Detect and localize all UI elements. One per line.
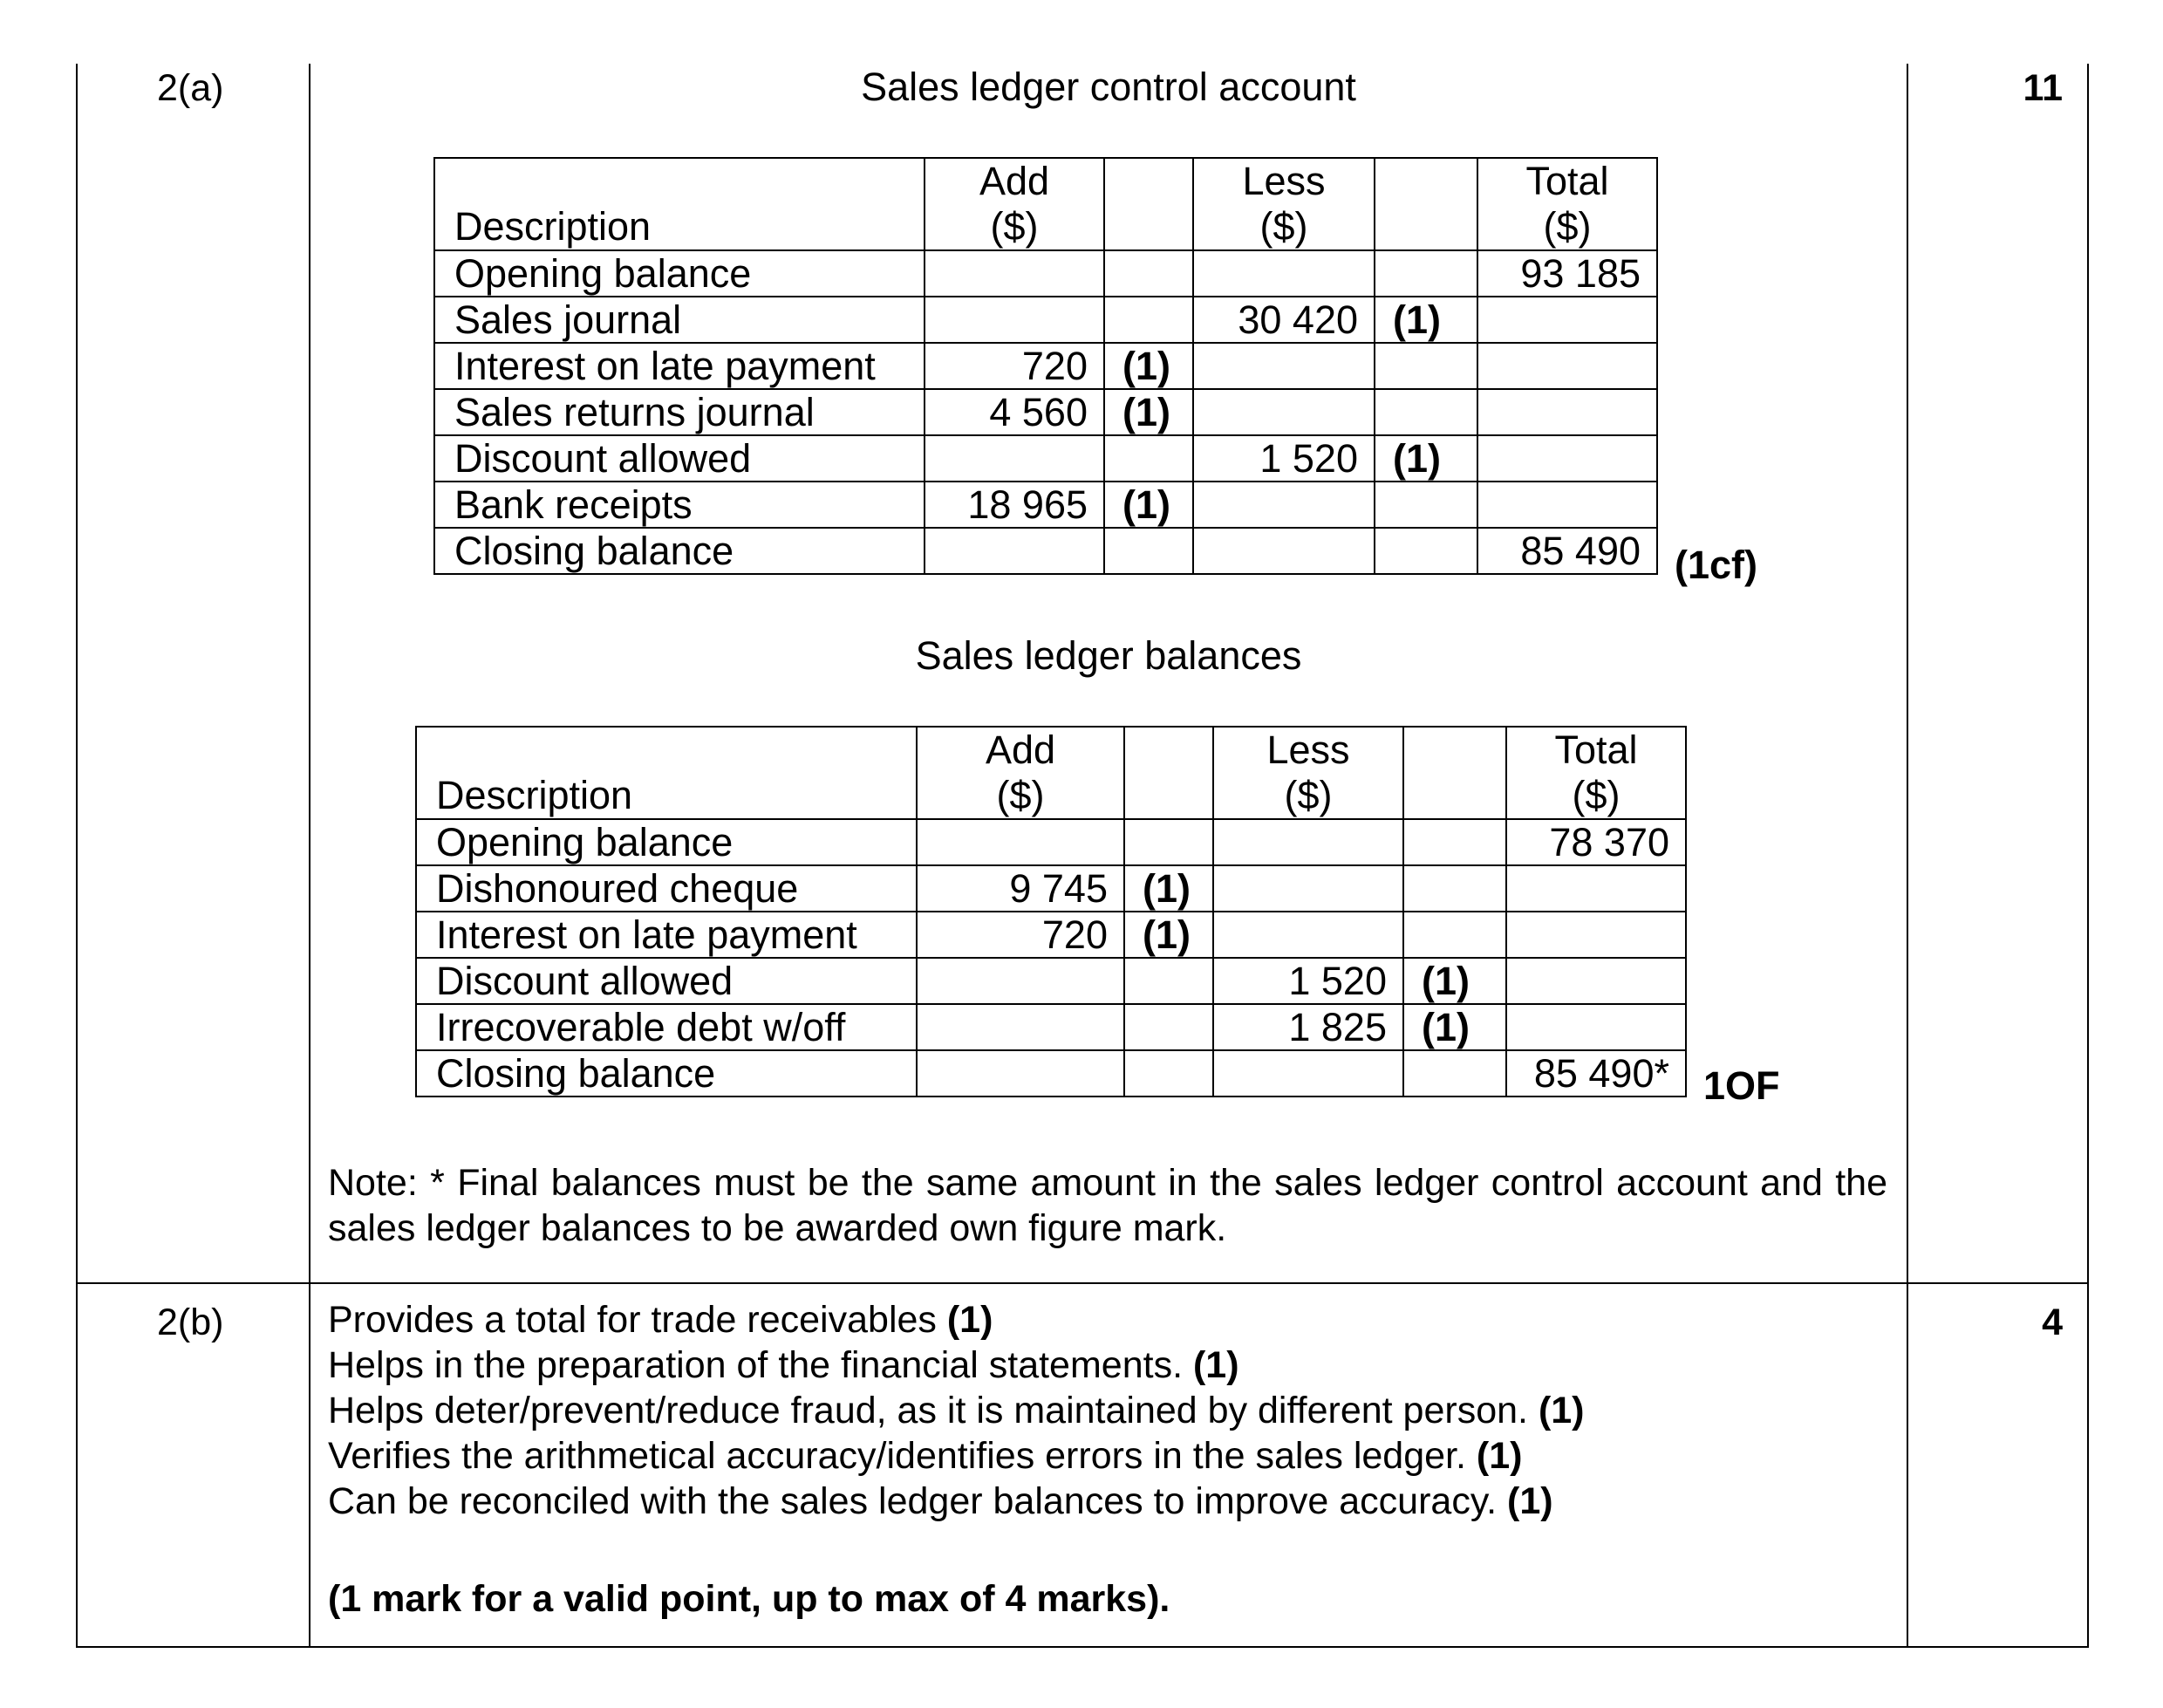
cell-add-mark (1104, 528, 1193, 574)
cell-less-mark (1403, 912, 1506, 958)
cell-total (1506, 958, 1686, 1004)
ledger-balances-table (415, 726, 1687, 1097)
point-text: Helps in the preparation of the financial statements. (328, 1344, 1193, 1386)
frame-left-border (76, 64, 78, 1648)
cell-add-mark: (1) (1104, 343, 1193, 389)
list-item (328, 1342, 1898, 1388)
table-header-row (434, 158, 1657, 250)
cell-description: Dishonoured cheque (416, 865, 917, 912)
cell-less-mark: (1) (1375, 297, 1477, 343)
list-item (328, 1297, 1898, 1342)
cell-add (925, 435, 1104, 482)
cell-description: Discount allowed (416, 958, 917, 1004)
cell-description: Discount allowed (434, 435, 925, 482)
cell-total: 93 185 (1477, 250, 1657, 297)
cell-less-mark: (1) (1403, 1004, 1506, 1050)
column-divider-question (309, 64, 310, 1648)
table-row (434, 389, 1657, 435)
cell-less: 1 520 (1193, 435, 1375, 482)
row-divider (76, 1282, 2089, 1284)
cell-description: Opening balance (434, 250, 925, 297)
table-row (434, 528, 1657, 574)
cell-less: 30 420 (1193, 297, 1375, 343)
point-mark: (1) (946, 1299, 993, 1341)
table-row (434, 297, 1657, 343)
list-item (328, 1433, 1898, 1479)
cell-less-mark: (1) (1375, 435, 1477, 482)
cell-less (1193, 482, 1375, 528)
cell-less-mark: (1) (1403, 958, 1506, 1004)
cell-add-mark: (1) (1104, 482, 1193, 528)
cell-total (1477, 297, 1657, 343)
header-add-mark (1104, 158, 1193, 250)
cell-add-mark (1104, 435, 1193, 482)
closing-balance-mark-cf: (1cf) (1675, 543, 1758, 587)
table-row (416, 912, 1686, 958)
cell-add (925, 250, 1104, 297)
cell-total: 78 370 (1506, 819, 1686, 865)
cell-less-mark (1375, 343, 1477, 389)
table-row (434, 435, 1657, 482)
cell-add (925, 528, 1104, 574)
ledger-balances-title: Sales ledger balances (915, 633, 1302, 678)
marking-summary: (1 mark for a valid point, up to max of 4 marks). (328, 1578, 1170, 1620)
cell-add (917, 958, 1124, 1004)
cell-add-mark (1124, 819, 1213, 865)
cell-total (1477, 343, 1657, 389)
list-item (328, 1388, 1898, 1433)
point-text: Can be reconciled with the sales ledger balances to improve accuracy. (328, 1480, 1508, 1522)
frame-bottom-border (76, 1646, 2089, 1648)
header-add: Add ($) (917, 727, 1124, 819)
marks-2a: 11 (2023, 67, 2063, 109)
table-row (434, 343, 1657, 389)
cell-total (1477, 389, 1657, 435)
marks-2b: 4 (2042, 1301, 2063, 1343)
cell-less-mark (1375, 250, 1477, 297)
question-number-2b: 2(b) (157, 1301, 224, 1343)
cell-less-mark (1403, 865, 1506, 912)
header-less-mark (1403, 727, 1506, 819)
cell-add-mark (1124, 958, 1213, 1004)
point-text: Provides a total for trade receivables (328, 1299, 947, 1341)
cell-description: Irrecoverable debt w/off (416, 1004, 917, 1050)
own-figure-note: Note: * Final balances must be the same amount in the sales ledger control account and the sales ledger balances to be awarded own figure mark. (328, 1162, 1887, 1249)
cell-add (917, 1004, 1124, 1050)
cell-less (1213, 912, 1403, 958)
cell-less (1213, 819, 1403, 865)
table-row (434, 250, 1657, 297)
cell-less-mark (1375, 528, 1477, 574)
cell-add-mark (1124, 1050, 1213, 1097)
cell-add-mark (1104, 250, 1193, 297)
cell-description: Sales journal (434, 297, 925, 343)
cell-description: Opening balance (416, 819, 917, 865)
cell-total (1477, 435, 1657, 482)
cell-less (1193, 389, 1375, 435)
point-mark: (1) (1192, 1344, 1239, 1386)
cell-less-mark (1375, 482, 1477, 528)
cell-description: Interest on late payment (434, 343, 925, 389)
cell-add (917, 819, 1124, 865)
cell-less (1213, 865, 1403, 912)
header-description: Description (434, 158, 925, 250)
table-row (416, 819, 1686, 865)
cell-add-mark: (1) (1124, 865, 1213, 912)
point-text: Helps deter/prevent/reduce fraud, as it is maintained by different person. (328, 1390, 1539, 1431)
cell-description: Closing balance (434, 528, 925, 574)
cell-less-mark (1375, 389, 1477, 435)
closing-balance-mark-of: 1OF (1703, 1063, 1780, 1108)
cell-total: 85 490 (1477, 528, 1657, 574)
table-row (416, 1050, 1686, 1097)
header-total: Total ($) (1477, 158, 1657, 250)
cell-less (1193, 343, 1375, 389)
cell-total (1506, 1004, 1686, 1050)
cell-add-mark (1124, 1004, 1213, 1050)
cell-less (1213, 1050, 1403, 1097)
table-header-row (416, 727, 1686, 819)
cell-add: 4 560 (925, 389, 1104, 435)
table-row (416, 958, 1686, 1004)
cell-add-mark: (1) (1104, 389, 1193, 435)
header-less: Less ($) (1193, 158, 1375, 250)
cell-add: 720 (917, 912, 1124, 958)
header-total: Total ($) (1506, 727, 1686, 819)
question-number-2a: 2(a) (157, 67, 224, 109)
cell-add: 9 745 (917, 865, 1124, 912)
point-mark: (1) (1476, 1435, 1523, 1477)
table-row (416, 865, 1686, 912)
header-add: Add ($) (925, 158, 1104, 250)
column-divider-marks (1907, 64, 1908, 1648)
frame-right-border (2087, 64, 2089, 1648)
table-row (416, 1004, 1686, 1050)
point-mark: (1) (1538, 1390, 1585, 1431)
cell-total (1506, 865, 1686, 912)
cell-less (1193, 528, 1375, 574)
table-row (434, 482, 1657, 528)
cell-add: 720 (925, 343, 1104, 389)
cell-add-mark (1104, 297, 1193, 343)
cell-less (1193, 250, 1375, 297)
header-less-mark (1375, 158, 1477, 250)
cell-add-mark: (1) (1124, 912, 1213, 958)
valid-points-list (328, 1297, 1898, 1524)
cell-description: Closing balance (416, 1050, 917, 1097)
header-less: Less ($) (1213, 727, 1403, 819)
cell-add: 18 965 (925, 482, 1104, 528)
point-text: Verifies the arithmetical accuracy/identifies errors in the sales ledger. (328, 1435, 1477, 1477)
cell-add (917, 1050, 1124, 1097)
cell-add (925, 297, 1104, 343)
point-mark: (1) (1507, 1480, 1553, 1522)
cell-less: 1 825 (1213, 1004, 1403, 1050)
cell-total (1477, 482, 1657, 528)
cell-description: Interest on late payment (416, 912, 917, 958)
cell-less-mark (1403, 1050, 1506, 1097)
header-add-mark (1124, 727, 1213, 819)
control-account-table (433, 157, 1658, 575)
header-description: Description (416, 727, 917, 819)
list-item (328, 1479, 1898, 1524)
cell-less-mark (1403, 819, 1506, 865)
cell-description: Bank receipts (434, 482, 925, 528)
cell-description: Sales returns journal (434, 389, 925, 435)
cell-total (1506, 912, 1686, 958)
control-account-title: Sales ledger control account (861, 65, 1356, 109)
cell-total: 85 490* (1506, 1050, 1686, 1097)
cell-less: 1 520 (1213, 958, 1403, 1004)
